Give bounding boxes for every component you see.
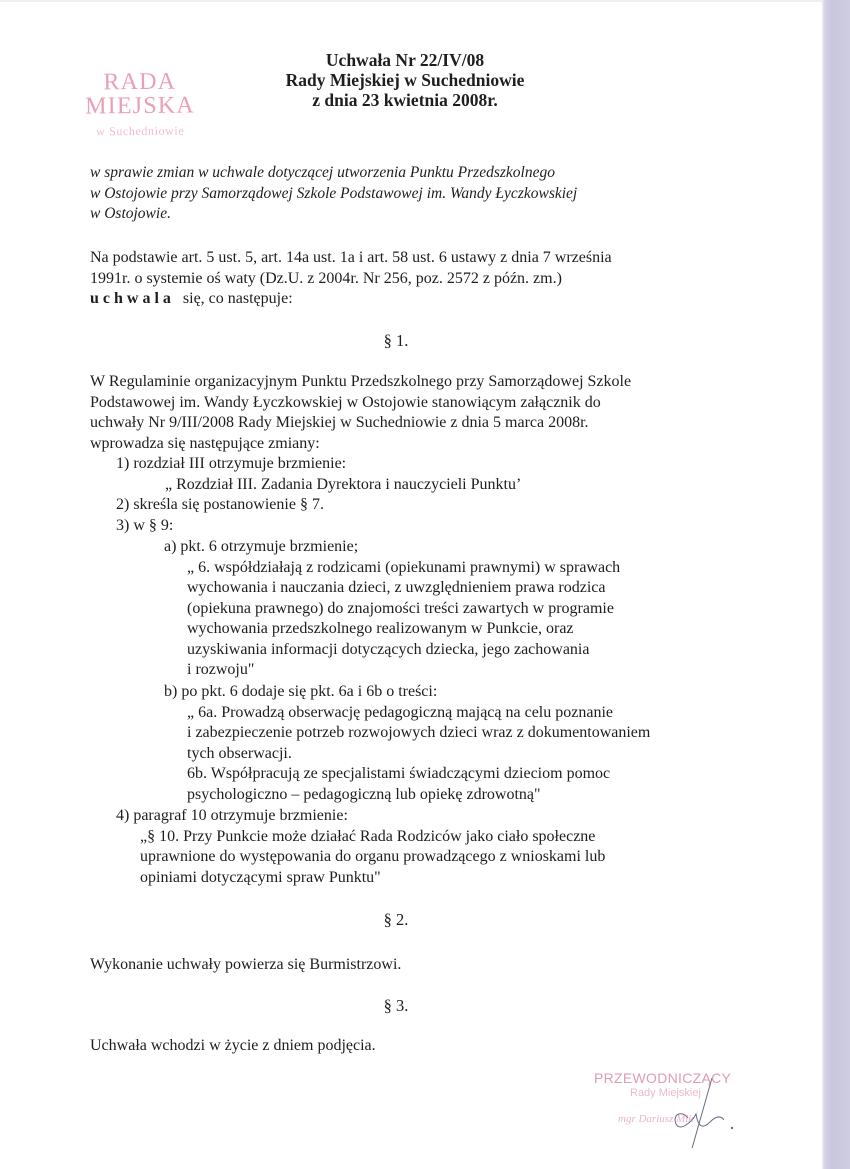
chairman-council: Rady Miejskiej xyxy=(630,1087,701,1099)
issuing-council: Rady Miejskiej w Suchedniowie xyxy=(285,70,525,90)
item-heading: 4) paragraf 10 otrzymuje brzmienie: xyxy=(116,807,348,824)
section-3-symbol: § 3. xyxy=(383,996,409,1015)
amendment-item-3b xyxy=(164,682,650,805)
intro-line: Podstawowej im. Wandy Łyczkowskiej w Ostojowie stanowiącym załącznik do xyxy=(90,393,601,411)
quote-line: „ 6a. Prowadzą obserwację pedagogiczną mającą na celu poznanie xyxy=(187,703,613,721)
section-3-text: Uchwała wchodzi w życie z dniem podjęcia. xyxy=(90,1037,376,1054)
item-heading: 1) rozdział III otrzymuje brzmienie: xyxy=(116,455,347,472)
scan-top-edge xyxy=(0,0,822,2)
item-quote: „ Rozdział III. Zadania Dyrektora i nauczycieli Punktu’ xyxy=(165,475,522,493)
scan-right-edge xyxy=(822,0,850,1169)
basis-line: Na podstawie art. 5 ust. 5, art. 14a ust. 1a i art. 58 ust. 6 ustawy z dnia 7 września xyxy=(90,249,612,266)
resolves-word: uchwala xyxy=(90,290,175,307)
quote-line: opiniami dotyczącymi spraw Punktu" xyxy=(140,868,381,886)
stamp-subtitle: w Suchedniowie xyxy=(96,123,185,139)
subject-line: w sprawie zmian w uchwale dotyczącej utworzenia Punktu Przedszkolnego xyxy=(90,164,555,181)
resolution-date: z dnia 23 kwietnia 2008r. xyxy=(312,90,498,110)
quote-line: psychologiczno – pedagogiczną lub opiekę zdrowotną" xyxy=(187,785,541,803)
subject-line: w Ostojowie. xyxy=(90,205,171,222)
quote-line: tych obserwacji. xyxy=(187,744,292,762)
amendment-item-2 xyxy=(116,495,324,516)
quote-line: wychowania i nauczania dzieci, z uwzględnieniem prawa rodzica xyxy=(187,579,606,596)
document-header xyxy=(240,50,570,110)
intro-line: W Regulaminie organizacyjnym Punktu Przedszkolnego przy Samorządowej Szkole xyxy=(90,373,632,390)
quote-line: „§ 10. Przy Punkcie może działać Rada Rodziców jako ciało społeczne xyxy=(140,827,596,845)
legal-basis xyxy=(90,248,612,310)
quote-line: uprawnione do występowania do organu prowadzącego z wnioskami lub xyxy=(140,848,606,865)
subitem-heading: a) pkt. 6 otrzymuje brzmienie; xyxy=(164,538,359,555)
item-heading: 3) w § 9: xyxy=(116,517,174,534)
rada-miejska-stamp xyxy=(52,69,229,138)
resolves-line xyxy=(90,289,612,310)
quote-line: 6b. Współpracują ze specjalistami świadczącymi dzieciom pomoc xyxy=(187,765,611,782)
amendment-item-3 xyxy=(116,516,173,537)
section-2-symbol: § 2. xyxy=(383,910,409,929)
quote-line: i rozwoju" xyxy=(187,661,255,678)
subitem-heading: b) po pkt. 6 dodaje się pkt. 6a i 6b o treści: xyxy=(164,683,438,700)
intro-line: wprowadza się następujące zmiany: xyxy=(90,434,320,452)
stamp-title: RADA MIEJSKA xyxy=(85,68,196,120)
quote-line: „ 6. współdziałają z rodzicami (opiekunami prawnymi) w sprawach xyxy=(187,558,621,576)
quote-line: wychowania przedszkolnego realizowanym w Punkcie, oraz xyxy=(187,620,574,637)
resolution-number: Uchwała Nr 22/IV/08 xyxy=(325,50,485,70)
subject-line: w Ostojowie przy Samorządowej Szkole Podstawowej im. Wandy Łyczkowskiej xyxy=(90,184,578,202)
item-heading: 2) skreśla się postanowienie § 7. xyxy=(116,496,324,513)
chairman-title: PRZEWODNICZĄCY xyxy=(594,1070,732,1086)
basis-line: 1991r. o systemie oś waty (Dz.U. z 2004r. Nr 256, poz. 2572 z późn. zm.) xyxy=(90,269,562,287)
chairman-name: mgr Dariusz Mik xyxy=(618,1113,694,1125)
section-1-intro xyxy=(90,372,631,454)
amendment-item-4 xyxy=(116,806,605,888)
section-2-text: Wykonanie uchwały powierza się Burmistrzowi. xyxy=(90,956,402,973)
resolves-rest: się, co następuje: xyxy=(174,290,293,307)
quote-line: (opiekuna prawnego) do znajomości treści zawartych w programie xyxy=(187,599,614,617)
intro-line: uchwały Nr 9/III/2008 Rady Miejskiej w Suchedniowie z dnia 5 marca 2008r. xyxy=(90,414,589,431)
chairman-stamp xyxy=(592,1068,752,1148)
amendment-item-1 xyxy=(116,454,521,495)
quote-line: uzyskiwania informacji dotyczących dziecka, jego zachowania xyxy=(187,640,590,658)
subject-block xyxy=(90,163,577,225)
section-1-symbol: § 1. xyxy=(383,331,409,350)
amendment-item-3a xyxy=(164,537,620,681)
quote-line: i zabezpieczenie potrzeb rozwojowych dzieci wraz z dokumentowaniem xyxy=(187,724,651,741)
